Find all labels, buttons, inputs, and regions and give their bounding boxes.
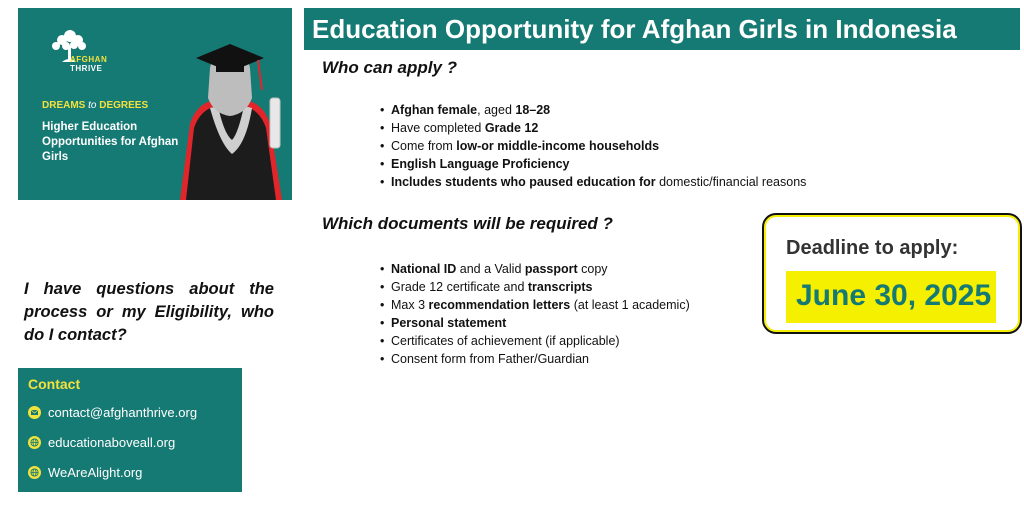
eligibility-item-text: Includes students who paused education for bbox=[391, 175, 656, 189]
graduate-illustration bbox=[166, 34, 292, 200]
contact-heading: Contact bbox=[28, 376, 81, 392]
website-link-wearealight[interactable]: WeAreAlight.org bbox=[28, 464, 142, 482]
document-item-text: Personal statement bbox=[391, 316, 507, 330]
logo-wordmark: AFGHAN THRIVE bbox=[70, 55, 108, 73]
eligibility-item-text: domestic/financial reasons bbox=[655, 175, 807, 189]
document-item bbox=[380, 278, 690, 296]
document-item-text: Grade 12 certificate and bbox=[391, 280, 528, 294]
contact-question: I have questions about the process or my Eligibility, who do I contact? bbox=[24, 280, 274, 344]
document-item-text: Max 3 bbox=[391, 298, 429, 312]
documents-heading: Which documents will be required ? bbox=[322, 214, 613, 233]
envelope-icon bbox=[28, 406, 41, 419]
eligibility-item bbox=[380, 173, 806, 191]
documents-list bbox=[380, 260, 690, 368]
document-item-text: National ID bbox=[391, 262, 457, 276]
eligibility-item bbox=[380, 155, 806, 173]
eligibility-item-text: Come from bbox=[391, 139, 457, 153]
document-item bbox=[380, 260, 690, 278]
document-item-text: Certificates of achievement (if applicable) bbox=[391, 334, 620, 348]
document-item-text: and a Valid bbox=[456, 262, 525, 276]
deadline-date: June 30, 2025 bbox=[796, 279, 992, 312]
banner-description: Higher Education Opportunities for Afghan Girls bbox=[42, 121, 179, 163]
eligibility-heading: Who can apply ? bbox=[322, 58, 458, 77]
globe-icon bbox=[28, 466, 41, 479]
eligibility-item-text: low-or middle-income households bbox=[456, 139, 660, 153]
page-title: Education Opportunity for Afghan Girls in Indonesia bbox=[304, 8, 1020, 50]
contact-email-link[interactable]: contact@afghanthrive.org bbox=[28, 404, 197, 422]
contact-box bbox=[18, 368, 242, 492]
document-item-text: recommendation letters bbox=[428, 298, 571, 312]
document-item bbox=[380, 350, 690, 368]
document-item-text: transcripts bbox=[527, 280, 593, 294]
document-item-text: copy bbox=[577, 262, 608, 276]
eligibility-item-text: Have completed bbox=[391, 121, 485, 135]
eligibility-item-text: Afghan female bbox=[391, 103, 478, 117]
globe-icon bbox=[28, 436, 41, 449]
document-item-text: Consent form from Father/Guardian bbox=[391, 352, 589, 366]
deadline-date-highlight bbox=[786, 271, 996, 323]
document-item-text: passport bbox=[524, 262, 578, 276]
eligibility-item-text: 18–28 bbox=[515, 103, 551, 117]
eligibility-item bbox=[380, 101, 806, 119]
eligibility-item-text: English Language Proficiency bbox=[391, 157, 570, 171]
document-item bbox=[380, 296, 690, 314]
document-item bbox=[380, 332, 690, 350]
eligibility-item-text: Grade 12 bbox=[484, 121, 539, 135]
document-item bbox=[380, 314, 690, 332]
deadline-label: Deadline to apply: bbox=[786, 237, 959, 259]
eligibility-item-text: , aged bbox=[477, 103, 516, 117]
program-banner bbox=[18, 8, 292, 200]
deadline-box bbox=[762, 213, 1022, 334]
eligibility-list bbox=[380, 101, 806, 191]
document-item-text: (at least 1 academic) bbox=[570, 298, 690, 312]
website-link-educationaboveall[interactable]: educationaboveall.org bbox=[28, 434, 175, 452]
eligibility-item bbox=[380, 119, 806, 137]
tagline: DREAMS to DEGREES bbox=[42, 100, 149, 111]
eligibility-item bbox=[380, 137, 806, 155]
